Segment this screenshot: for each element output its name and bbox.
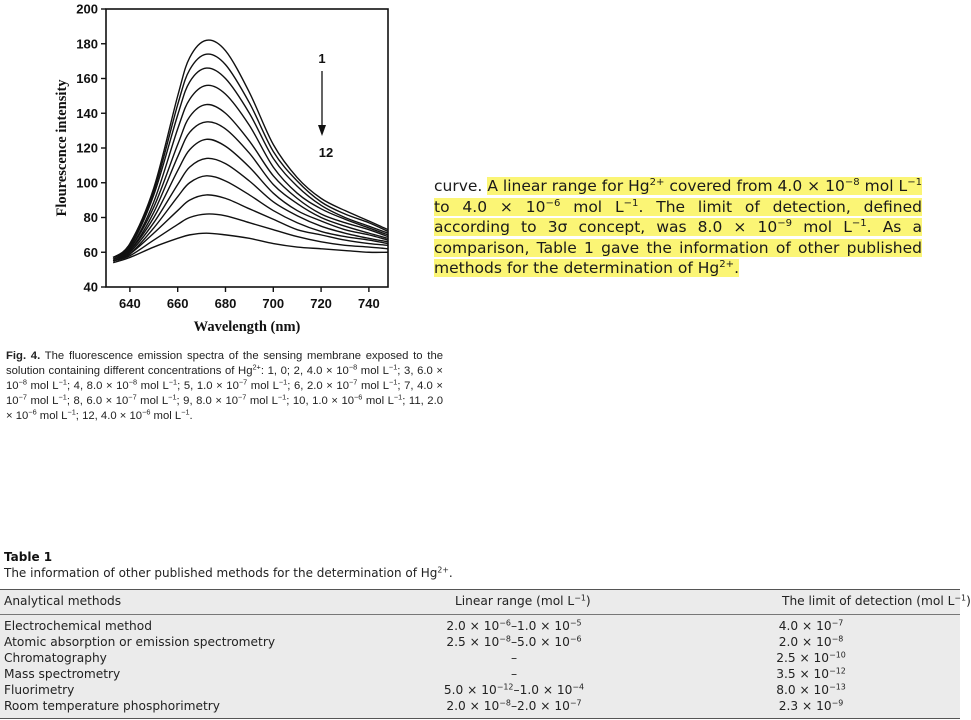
- table-cell-linear-range: $5.0 \times 10^{-12}-1.0 \times 10^{-4}$: [443, 682, 585, 697]
- y-tick-label: 140: [76, 105, 98, 121]
- chart-axes: [54, 2, 388, 336]
- y-tick-label: 40: [83, 279, 98, 295]
- arrow-label-end: 12: [318, 145, 334, 160]
- table-label: Table 1: [4, 550, 53, 564]
- table-cell-linear-range: $2.0 \times 10^{-8}-2.0 \times 10^{-7}$: [446, 698, 582, 713]
- table-cell-detection-limit: $3.5 \times 10^{-12}$: [776, 666, 846, 681]
- arrow-label-start: 1: [318, 51, 326, 66]
- chart-series: [113, 40, 388, 263]
- y-tick-label: 60: [83, 244, 98, 260]
- table-cell-method: Electrochemical method: [4, 619, 152, 633]
- table-cell-linear-range: –: [510, 651, 518, 665]
- figure-caption: [6, 349, 443, 424]
- spectrum-line-3: [113, 68, 388, 257]
- x-tick-label: 720: [310, 296, 332, 311]
- table-cell-detection-limit: $2.3 \times 10^{-9}$: [778, 698, 844, 713]
- figure-caption-text: The fluorescence emission spectra of the sensing membrane exposed to the solution containing different concentrations of $Hg^{2+}$: 1, 0; 2, $4.0 \times 10^{-8}$ mol $L^{-1}$; 3, $6.0 \times 10^{-8}$ mol $L^{-1}$; 4, $8.0 \times 10^{-8}$ mol $L^{-1}$; 5, $1.0 \times 10^{-7}$ mol $L^{-1}$; 6, $2.0 \times 10^{-7}$ mol $L^{-1}$; 7, $4.0 \times 10^{-7}$ mol $L^{-1}$; 8, $6.0 \times 10^{-7}$ mol $L^{-1}$; 9, $8.0 \times 10^{-7}$ mol $L^{-1}$; 10, $1.0 \times 10^{-6}$ mol $L^{-1}$; 11, $2.0 \times 10^{-6}$ mol $L^{-1}$; 12, $4.0 \times 10^{-6}$ mol $L^{-1}$.: [6, 350, 444, 423]
- table-cell-linear-range: $2.0 \times 10^{-6}-1.0 \times 10^{-5}$: [446, 618, 582, 633]
- y-tick-label: 180: [76, 36, 98, 52]
- fluorescence-spectra-chart: [0, 0, 420, 345]
- table-header-methods: Analytical methods: [4, 594, 122, 608]
- figure-label: Fig. 4.: [6, 350, 41, 362]
- x-tick-label: 680: [214, 296, 237, 311]
- paragraph-lead: curve.: [434, 177, 488, 195]
- table-header-detection-limit: The limit of detection (mol $L^{-1}$): [782, 593, 971, 608]
- table-cell-linear-range: –: [510, 667, 518, 681]
- chart-annotations: [318, 51, 333, 160]
- x-axis-label: Wavelength (nm): [193, 319, 301, 335]
- table-header-linear-range: Linear range (mol $L^{-1}$): [455, 593, 591, 608]
- table-header-row: [0, 590, 971, 615]
- table-cell-detection-limit: $4.0 \times 10^{-7}$: [778, 618, 844, 633]
- y-tick-label: 200: [76, 1, 98, 17]
- y-axis-label: Flourescence intensity: [54, 79, 70, 217]
- methods-table: [0, 589, 971, 719]
- y-tick-label: 160: [76, 71, 98, 86]
- table-cell-method: Mass spectrometry: [4, 667, 121, 681]
- spectrum-line-1: [113, 40, 388, 257]
- table-cell-detection-limit: $2.0 \times 10^{-8}$: [778, 634, 844, 649]
- body-paragraph: [434, 176, 922, 279]
- arrow-head-icon: [318, 125, 326, 136]
- table-cell-method: Room temperature phosphorimetry: [4, 699, 221, 713]
- y-tick-label: 120: [76, 140, 98, 156]
- x-tick-label: 740: [358, 296, 380, 311]
- table-cell-method: Chromatography: [4, 651, 107, 665]
- x-tick-label: 640: [119, 296, 141, 311]
- table-cell-method: Atomic absorption or emission spectrometry: [4, 635, 276, 649]
- highlighted-text: A linear range for $Hg^{2+}$ covered from $4.0 \times 10^{-8}$ mol $L^{-1}$ to $4.0 \times 10^{-6}$ mol $L^{-1}$. The limit of detection, defined according to 3σ concept, was $8.0 \times 10^{-9}$ mol $L^{-1}$. As a comparison, Table 1 gave the information of other published methods for the determination of $Hg^{2+}$.: [434, 176, 923, 278]
- table-caption: The information of other published methods for the determination of $Hg^{2+}$.: [4, 565, 453, 580]
- table-cell-method: Fluorimetry: [4, 683, 75, 697]
- x-tick-label: 700: [262, 296, 285, 311]
- x-tick-label: 660: [166, 296, 189, 311]
- y-tick-label: 80: [83, 210, 98, 225]
- y-tick-label: 100: [76, 175, 98, 191]
- table-cell-detection-limit: $2.5 \times 10^{-10}$: [776, 650, 846, 665]
- table-cell-linear-range: $2.5 \times 10^{-8}-5.0 \times 10^{-6}$: [446, 634, 582, 649]
- table-cell-detection-limit: $8.0 \times 10^{-13}$: [776, 682, 846, 697]
